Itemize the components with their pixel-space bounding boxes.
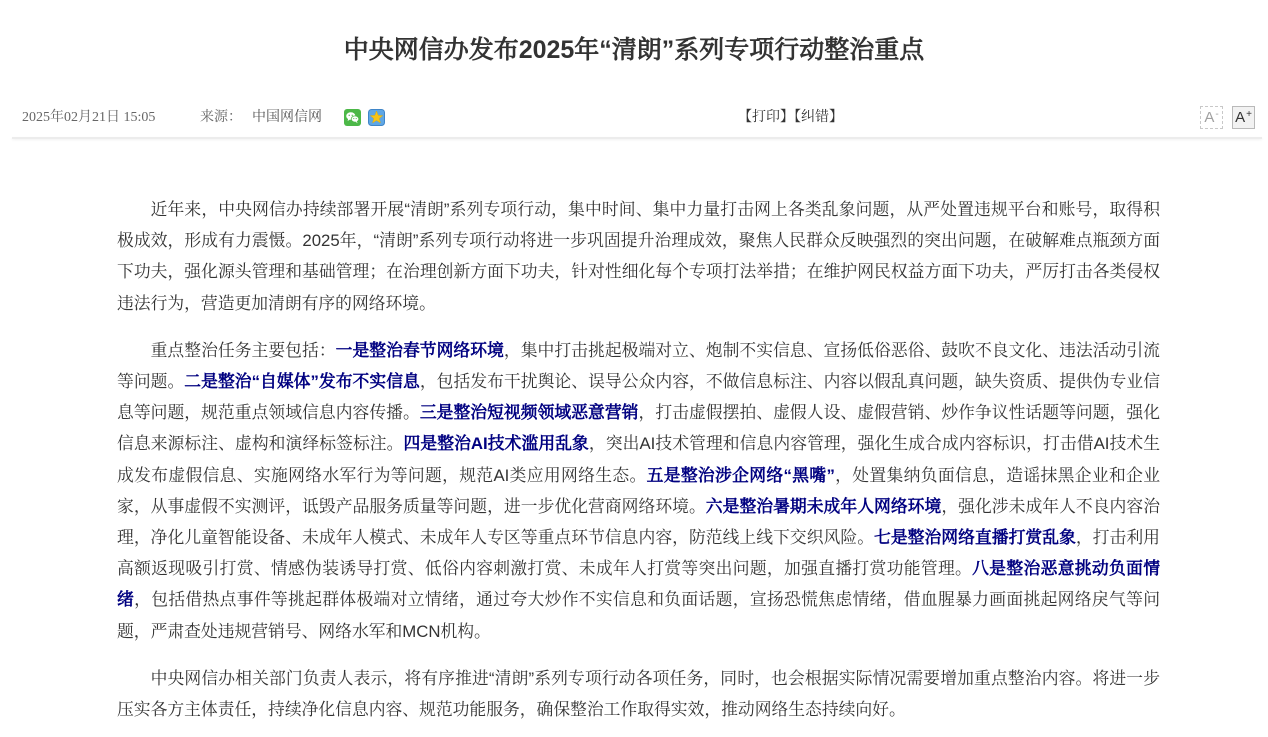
- task-heading-2: 二是整治“自媒体”发布不实信息: [184, 372, 420, 392]
- source-label: 来源：: [200, 110, 242, 125]
- paragraph-key-tasks: [117, 335, 1160, 647]
- wechat-icon[interactable]: [344, 109, 361, 126]
- task-detail-1: ，集中打击挑起极端对立、炮制不实信息、宣扬低俗恶俗、鼓吹不良文化、违法活动引流等问题。: [117, 340, 1160, 392]
- task-heading-3: 三是整治短视频领域恶意营销: [419, 403, 639, 423]
- task-detail-8: ，包括借热点事件等挑起群体极端对立情绪，通过夸大炒作不实信息和负面话题，宣扬恐慌焦虑情绪，借血腥暴力画面挑起网络戾气等问题，严肃查处违规营销号、网络水军和MCN机构。: [117, 590, 1160, 641]
- font-decrease-button[interactable]: [1200, 106, 1223, 129]
- task-heading-7: 七是整治网络直播打赏乱象: [874, 528, 1076, 548]
- task-detail-7: ，打击利用高额返现吸引打赏、情感伪装诱导打赏、低俗内容刺激打赏、未成年人打赏等突出问题，加强直播打赏功能管理。: [117, 528, 1160, 579]
- qzone-icon[interactable]: [368, 109, 385, 126]
- article-tools: [738, 108, 843, 128]
- task-detail-2: ，包括发布干扰舆论、误导公众内容，不做信息标注、内容以假乱真问题，缺失资质、提供伪专业信息等问题，规范重点领域信息内容传播。: [117, 372, 1160, 423]
- print-link[interactable]: 【打印】: [738, 110, 794, 125]
- publish-date: 2025年02月21日 15:05: [22, 110, 156, 125]
- task-detail-5: ，处置集纳负面信息，造谣抹黑企业和企业家，从事虚假不实测评，诋毁产品服务质量等问题，进一步优化营商网络环境。: [117, 465, 1160, 516]
- paragraph-text: 重点整治任务主要包括：: [150, 340, 336, 360]
- header-divider: [12, 137, 1262, 139]
- paragraph-intro: [117, 194, 1160, 319]
- task-detail-3: ，打击虚假摆拍、虚假人设、虚假营销、炒作争议性话题等问题，强化信息来源标注、虚构和演绎标签标注。: [117, 403, 1160, 454]
- font-decrease-letter: A: [1204, 109, 1215, 126]
- source-name: 中国网信网: [252, 110, 322, 125]
- font-increase-sign: +: [1246, 109, 1252, 120]
- font-decrease-sign: -: [1215, 109, 1219, 120]
- article-title: 中央网信办发布2025年“清朗”系列专项行动整治重点: [343, 36, 925, 64]
- task-heading-6: 六是整治暑期未成年人网络环境: [705, 496, 942, 516]
- report-error-link[interactable]: 【纠错】: [794, 110, 843, 125]
- font-increase-button[interactable]: [1232, 106, 1255, 129]
- paragraph-text: 中央网信办相关部门负责人表示，将有序推进“清朗”系列专项行动各项任务，同时，也会根据实际情况需要增加重点整治内容。将进一步压实各方主体责任，持续净化信息内容、规范功能服务，确保整治工作取得实效，推动网络生态持续向好。: [117, 668, 1160, 720]
- task-detail-6: ，强化涉未成年人不良内容治理，净化儿童智能设备、未成年人模式、未成年人专区等重点环节信息内容，防范线上线下交织风险。: [117, 496, 1160, 548]
- paragraph-text: 近年来，中央网信办持续部署开展“清朗”系列专项行动，集中时间、集中力量打击网上各类乱象问题，从严处置违规平台和账号，取得积极成效，形成有力震慑。2025年，“清朗”系列专项行动将进一步巩固提升治理成效，聚焦人民群众反映强烈的突出问题，在破解难点瓶颈方面下功夫，强化源头管理和基础管理；在治理创新方面下功夫，针对性细化每个专项打法举措；在维护网民权益方面下功夫，严厉打击各类侵权违法行为，营造更加清朗有序的网络环境。: [117, 200, 1160, 313]
- task-heading-8: 八是整治恶意挑动负面情绪: [117, 559, 1160, 610]
- paragraph-closing: [117, 663, 1160, 725]
- task-detail-4: ，突出AI技术管理和信息内容管理，强化生成合成内容标识，打击借AI技术生成发布虚假信息、实施网络水军行为等问题，规范AI类应用网络生态。: [117, 434, 1160, 485]
- task-heading-4: 四是整治AI技术滥用乱象: [403, 434, 589, 454]
- font-increase-letter: A: [1235, 109, 1246, 126]
- task-heading-1: 一是整治春节网络环境: [335, 340, 504, 360]
- article-body: [117, 194, 1160, 737]
- task-heading-5: 五是整治涉企网络“黑嘴”: [646, 465, 835, 485]
